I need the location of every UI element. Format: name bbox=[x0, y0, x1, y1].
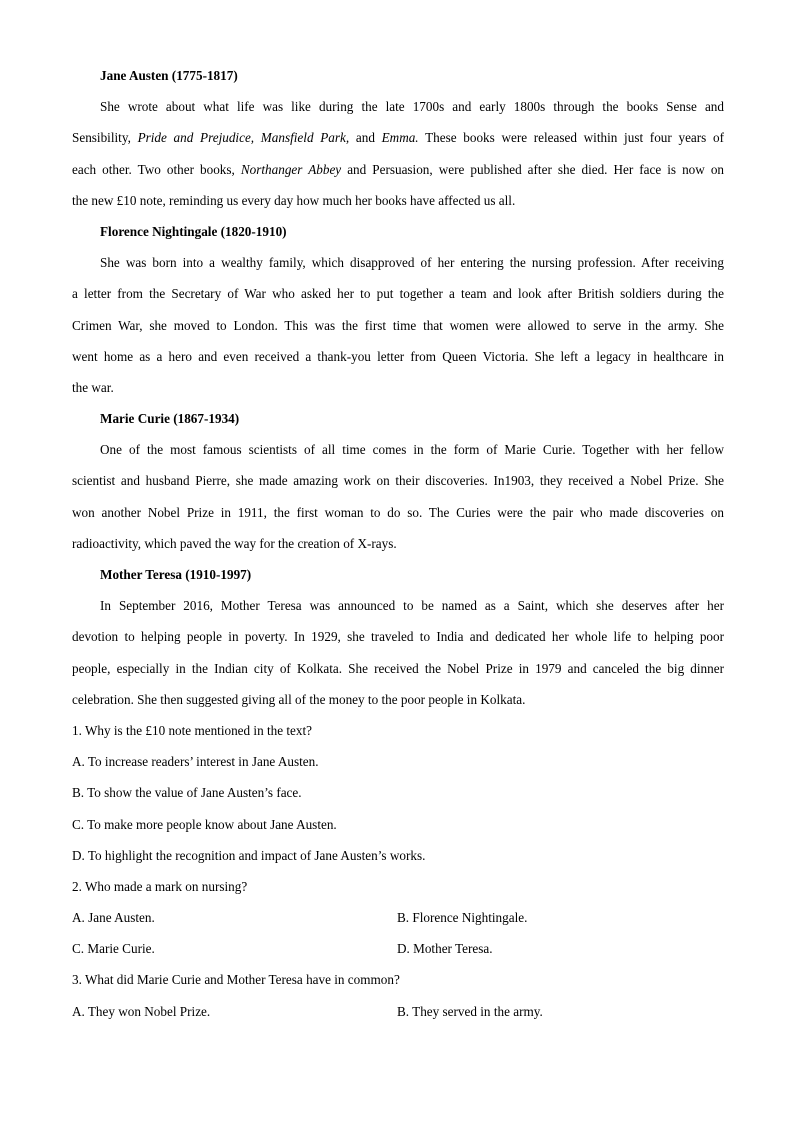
paragraph-line bbox=[72, 469, 724, 500]
text-run: people, especially in the Indian city of Kolkata. She received the Nobel Prize in 1979 and canceled the big dinner bbox=[72, 660, 724, 676]
answer-option[interactable]: D. To highlight the recognition and impact of Jane Austen’s works. bbox=[72, 847, 426, 863]
section-heading: Florence Nightingale (1820-1910) bbox=[100, 223, 287, 239]
answer-option[interactable]: A. They won Nobel Prize. bbox=[72, 1003, 211, 1019]
text-run: She wrote about what life was like during the late 1700s and early 1800s through the books Sense and bbox=[100, 99, 724, 115]
answer-option[interactable]: C. To make more people know about Jane Austen. bbox=[72, 816, 337, 832]
text-run: devotion to helping people in poverty. In 1929, she traveled to India and dedicated her whole life to helping poor bbox=[72, 629, 724, 645]
paragraph-line bbox=[72, 251, 724, 282]
paragraph-line bbox=[72, 501, 724, 532]
text-run: a letter from the Secretary of War who asked her to put together a team and look after British soldiers during the bbox=[72, 286, 724, 302]
text-run: the war. bbox=[72, 379, 114, 395]
text-run: each other. Two other books, bbox=[72, 161, 241, 177]
paragraph-line bbox=[72, 314, 724, 345]
answer-option[interactable]: D. Mother Teresa. bbox=[397, 941, 493, 957]
paragraph-line bbox=[72, 95, 724, 126]
paragraph-line bbox=[72, 126, 724, 157]
text-run: and Persuasion, were published after she died. Her face is now on bbox=[341, 161, 724, 177]
text-run: Crimen War, she moved to London. This was the first time that women were allowed to serve in the army. She bbox=[72, 317, 724, 333]
paragraph-line bbox=[72, 438, 724, 469]
question-text: 2. Who made a mark on nursing? bbox=[72, 878, 248, 894]
answer-option[interactable]: A. To increase readers’ interest in Jane Austen. bbox=[72, 754, 319, 770]
paragraph-line bbox=[72, 376, 724, 407]
paragraph-line bbox=[72, 657, 724, 688]
paragraph-line bbox=[72, 282, 724, 313]
answer-option-row bbox=[72, 1000, 724, 1031]
paragraph-line bbox=[72, 594, 724, 625]
answer-option[interactable]: B. To show the value of Jane Austen’s face. bbox=[72, 785, 302, 801]
paragraph-line bbox=[72, 532, 724, 563]
answer-option[interactable]: B. Florence Nightingale. bbox=[397, 910, 528, 926]
answer-option-row bbox=[72, 937, 724, 968]
question-text: 1. Why is the £10 note mentioned in the text? bbox=[72, 722, 313, 738]
italic-title: Emma. bbox=[381, 130, 419, 146]
text-run: radioactivity, which paved the way for the creation of X-rays. bbox=[72, 535, 397, 551]
section-heading: Jane Austen (1775-1817) bbox=[100, 68, 238, 83]
text-run: One of the most famous scientists of all time comes in the form of Marie Curie. Together with her fellow bbox=[100, 442, 724, 458]
text-run: She was born into a wealthy family, which disapproved of her entering the nursing profession. After receiving bbox=[100, 255, 724, 271]
paragraph-line bbox=[72, 345, 724, 376]
answer-option[interactable]: C. Marie Curie. bbox=[72, 941, 155, 957]
text-run: Sensibility, bbox=[72, 130, 138, 146]
answer-option-row bbox=[72, 906, 724, 937]
paragraph-line bbox=[72, 189, 724, 220]
paragraph-line bbox=[72, 625, 724, 656]
text-run: won another Nobel Prize in 1911, the first woman to do so. The Curies were the pair who made discoveries on bbox=[72, 504, 724, 520]
text-run: These books were released within just four years of bbox=[418, 130, 724, 146]
section-heading: Mother Teresa (1910-1997) bbox=[100, 567, 252, 582]
answer-option[interactable]: B. They served in the army. bbox=[397, 1003, 543, 1019]
text-run: scientist and husband Pierre, she made amazing work on their discoveries. In1903, they received a Nobel Prize. She bbox=[72, 473, 724, 489]
paragraph-line bbox=[72, 688, 724, 719]
text-run: In September 2016, Mother Teresa was announced to be named as a Saint, which she deserves after her bbox=[100, 598, 724, 614]
text-run: went home as a hero and even received a thank-you letter from Queen Victoria. She left a legacy in healthcare in bbox=[72, 348, 724, 364]
answer-option[interactable]: A. Jane Austen. bbox=[72, 910, 155, 926]
text-run: and bbox=[349, 130, 382, 146]
text-run: the new £10 note, reminding us every day how much her books have affected us all. bbox=[72, 192, 516, 208]
paragraph-line bbox=[72, 158, 724, 189]
question-text: 3. What did Marie Curie and Mother Teresa have in common? bbox=[72, 972, 400, 988]
text-run: celebration. She then suggested giving all of the money to the poor people in Kolkata. bbox=[72, 691, 526, 707]
document-content bbox=[72, 64, 724, 1031]
italic-title: Northanger Abbey bbox=[240, 161, 342, 177]
section-heading: Marie Curie (1867-1934) bbox=[100, 411, 240, 427]
italic-title: Pride and Prejudice, Mansfield Park, bbox=[137, 130, 350, 146]
